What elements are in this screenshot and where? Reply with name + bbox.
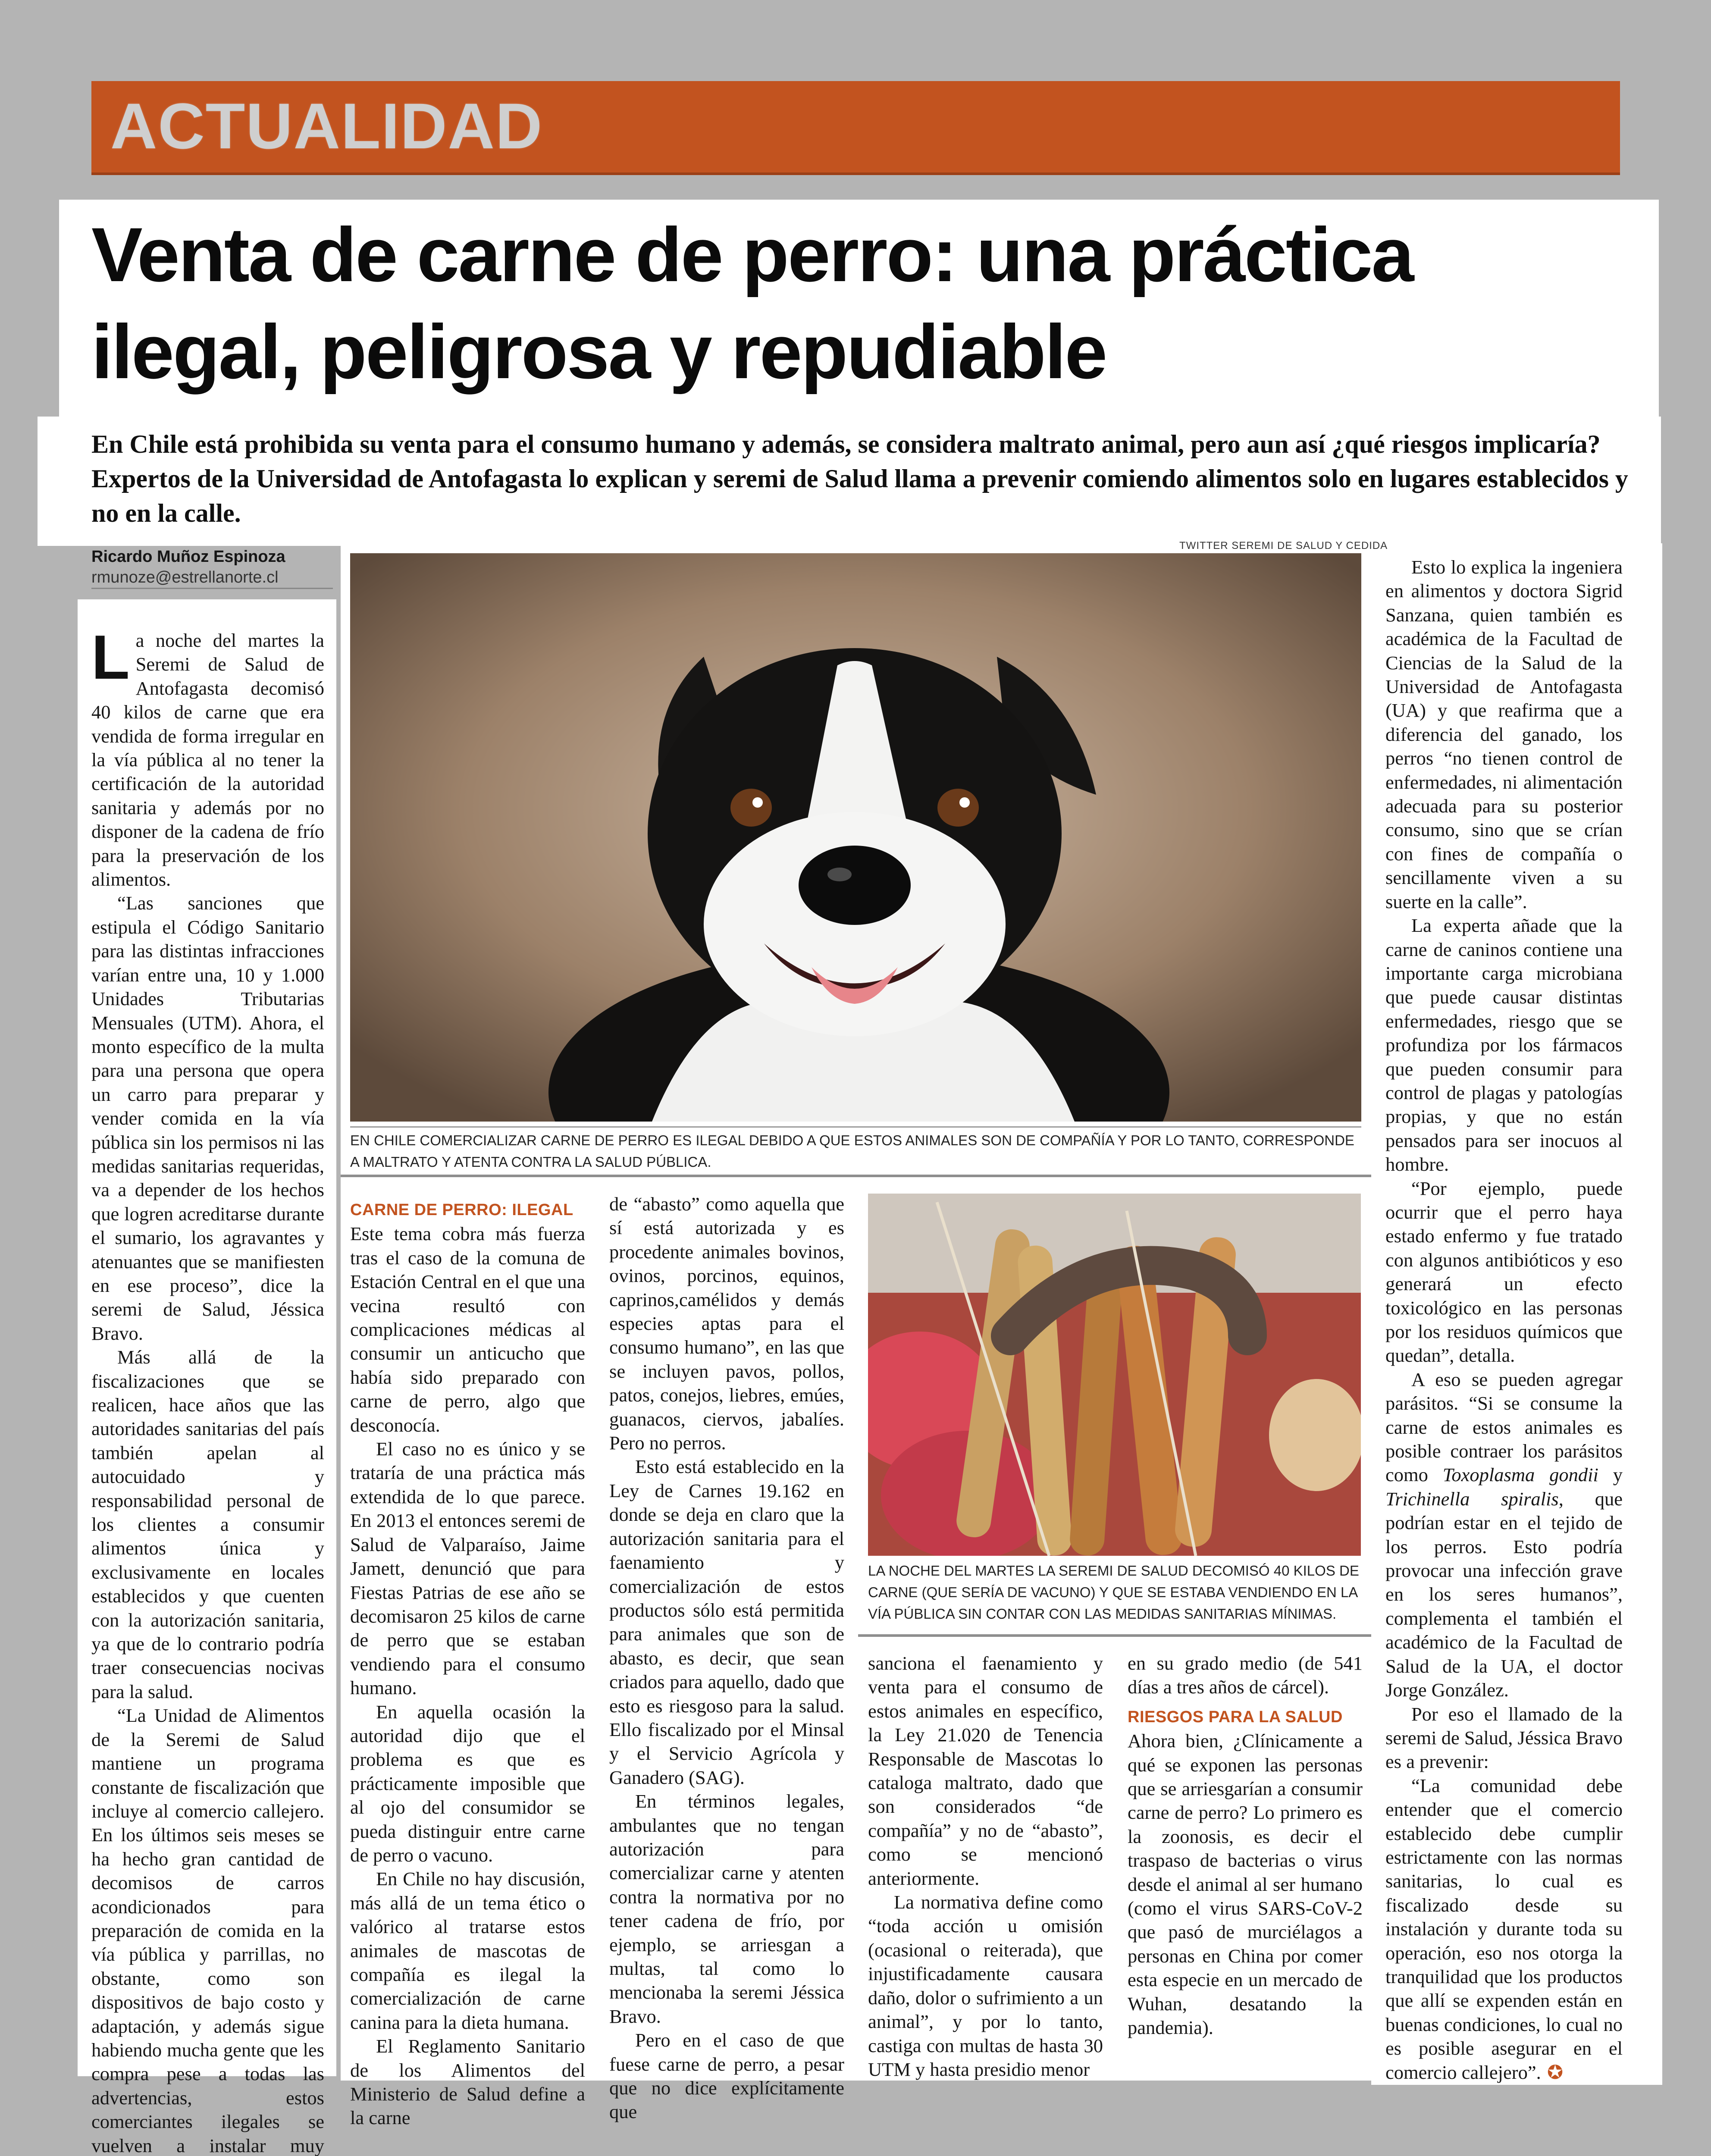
- article-column-3: [609, 1192, 844, 2124]
- paragraph: En términos legales, ambulantes que no tengan autorización para comercializar carne y atenten contra la normativa por no tener cadena de frío, por ejemplo, se arriesgan a multas, tal como lo mencionaba la seremi Jéssica Bravo.: [609, 1790, 844, 2027]
- paragraph: La experta añade que la carne de caninos contiene una importante carga microbiana que puede causar distintas enfermedades, riesgo que se profundiza por los fármacos que pueden consumir para control de plagas y patologías propias, y que no están pensados para ser inocuos al hombre.: [1385, 915, 1623, 1175]
- photo-block-divider: [341, 1175, 1371, 1177]
- section-banner: [91, 81, 1620, 175]
- article-column-1: [91, 622, 324, 2156]
- dog-photo: [350, 553, 1361, 1122]
- paragraph: Ahora bien, ¿Clínicamente a qué se exponen las personas que se arriesgarían a consumir carne de perro? Lo primero es la zoonosis, es decir el traspaso de bacterias o virus desde el animal al ser humano (como el virus SARS-CoV-2 que pasó de murciélagos a personas en China por comer esta especie en un mercado de Wuhan, desatando la pandemia).: [1128, 1730, 1363, 2039]
- article-column-2: [350, 1192, 585, 2130]
- dog-illustration: [350, 553, 1361, 1122]
- paragraph: El Reglamento Sanitario de los Alimentos del Ministerio de Salud define a la carne: [350, 2035, 585, 2129]
- paragraph: Esto lo explica la ingeniera en alimentos y doctora Sigrid Sanzana, quien también es académica de la Facultad de Ciencias de la Salud de la Universidad de Antofagasta (UA) y que reafirma que a diferencia del ganado, los perros “no tienen control de enfermedades, ni alimentación adecuada para su posterior consumo, sino que se crían con fines de compañía o sencillamente viven a su suerte en la calle”.: [1385, 556, 1623, 912]
- paragraph-text: A eso se pueden agregar parásitos. “Si se consume la carne de estos animales es posible contraer los parásitos como: [1385, 1368, 1623, 1486]
- paragraph: sanciona el faenamiento y venta para el consumo de estos animales en específico, la Ley 21.020 de Tenencia Responsable de Mascotas lo cataloga maltrato, dado que son considerados “de compañía” y no de “abasto”, como se mencionó anteriormente.: [868, 1652, 1103, 1889]
- paragraph: Más allá de la fiscalizaciones que se realicen, hace años que las autoridades sanitarias del país también apelan al autocuidado y responsabilidad personal de los clientes a consumir alimentos única y exclusivamente en locales establecidos y que cuenten con la autorización sanitaria, ya que de lo contrario podría traer consecuencias nocivas para la salud.: [91, 1346, 324, 1702]
- photo2-caption: LA NOCHE DEL MARTES LA SEREMI DE SALUD DECOMISÓ 40 KILOS DE CARNE (QUE SERÍA DE VACUNO) Y QUE SE ESTABA VENDIENDO EN LA VÍA PÚBLICA SIN CONTAR CON LAS MEDIDAS SANITARIAS MÍNIMAS.: [868, 1563, 1359, 1622]
- paragraph: [1385, 1368, 1623, 1702]
- article-column-6: [1385, 555, 1623, 2084]
- byline-divider: [91, 588, 333, 589]
- subheading: RIESGOS PARA LA SALUD: [1128, 1708, 1343, 1726]
- photo-credit: TWITTER SEREMI DE SALUD Y CEDIDA: [1179, 540, 1388, 552]
- deck: En Chile está prohibida su venta para el consumo humano y además, se considera maltrato animal, pero aun así ¿qué riesgos implicaría? Expertos de la Universidad de Antofagasta lo explican y seremi de Salud llama a prevenir comiendo alimentos solo en lugares establecidos y no en la calle.: [91, 430, 1628, 527]
- species-name: Trichinella spiralis: [1385, 1488, 1559, 1510]
- byline-email: rmunoze@estrellanorte.cl: [91, 568, 279, 586]
- paragraph-text: , que podrían estar en el tejido de los perros. Esto podría provocar una infección grave en los seres humanos”, complementa el también el académico de la Facultad de Salud de la UA, el doctor Jorge González.: [1385, 1488, 1623, 1701]
- paragraph: Esto está establecido en la Ley de Carnes 19.162 en donde se deja en claro que la autorización sanitaria para el faenamiento y comercialización de estos productos sólo está permitida para animales que son de abasto, es decir, que sean criados para aquello, dado que esto es riesgoso para la salud. Ello fiscalizado por el Minsal y el Servicio Agrícola y Ganadero (SAG).: [609, 1456, 844, 1788]
- photo2-block-divider: [858, 1634, 1371, 1637]
- subheading: CARNE DE PERRO: ILEGAL: [350, 1201, 573, 1219]
- paragraph-text: y: [1598, 1464, 1623, 1486]
- end-mark-icon: ✪: [1541, 2061, 1564, 2084]
- paragraph: En aquella ocasión la autoridad dijo que el problema es que es prácticamente imposible que al ojo del consumidor se pueda distinguir entre carne de perro o vacuno.: [350, 1701, 585, 1866]
- paragraph: El caso no es único y se trataría de una práctica más extendida de lo que parece. En 2013 el entonces seremi de Salud de Valparaíso, Jaime Jamett, denunció que para Fiestas Patrias de ese año se decomisaron 25 kilos de carne de perro que se estaban vendiendo para el consumo humano.: [350, 1438, 585, 1699]
- headline: Venta de carne de perro: una práctica ilegal, peligrosa y repudiable: [91, 212, 1413, 395]
- paragraph: Pero en el caso de que fuese carne de perro, a pesar que no dice explícitamente que: [609, 2029, 844, 2123]
- drop-cap: L: [91, 622, 130, 692]
- paragraph: de “abasto” como aquella que sí está autorizada y es procedente animales bovinos, ovinos, porcinos, equinos, caprinos,camélidos y demás especies aptas para el consumo humano”, en las que se incluyen pavos, pollos, patos, conejos, liebres, emúes, guanacos, ciervos, jabalíes. Pero no perros.: [609, 1193, 844, 1454]
- paragraph: [91, 622, 324, 891]
- paragraph: “La Unidad de Alimentos de la Seremi de Salud mantiene un programa constante de fiscalización que incluye al comercio callejero. En los últimos seis meses se ha hecho gran cantidad de decomisos de carros acondicionados para preparación de comida en la vía pública y parrillas, no obstante, como son dispositivos de bajo costo y adaptación, y además sigue habiendo mucha gente que les compra pese a todas las advertencias, estos comerciantes ilegales se vuelven a instalar muy: [91, 1705, 324, 2156]
- paragraph: “Las sanciones que estipula el Código Sanitario para las distintas infracciones varían entre una, 10 y 1.000 Unidades Tributarias Mensuales (UTM). Ahora, el monto específico de la multa para una persona que opera un carro para preparar y vender comida en la vía pública sin los permisos ni las medidas sanitarias requeridas, va a depender de los hechos que logren acreditarse durante el sumario, los agravantes y atenuantes que se manifiesten en ese proceso”, dice la seremi de Salud, Jéssica Bravo.: [91, 892, 324, 1344]
- paragraph: Por eso el llamado de la seremi de Salud, Jéssica Bravo es a prevenir:: [1385, 1703, 1623, 1773]
- photo-caption: EN CHILE COMERCIALIZAR CARNE DE PERRO ES ILEGAL DEBIDO A QUE ESTOS ANIMALES SON DE COMPAÑÍA Y POR LO TANTO, CORRESPONDE A MALTRATO Y ATENTA CONTRA LA SALUD PÚBLICA.: [350, 1132, 1354, 1170]
- paragraph-text: “La comunidad debe entender que el comercio establecido debe cumplir estrictamente con las normas sanitarias, lo cual es fiscalizado desde su instalación y durante toda su operación, eso nos otorga la tranquilidad que los productos que allí se expenden están en buenas condiciones, lo cual no es posible asegurar en el comercio callejero”.: [1385, 1774, 1623, 2083]
- paragraph: Este tema cobra más fuerza tras el caso de la comuna de Estación Central en el que una vecina resultó con complicaciones médicas al consumir un anticucho que había sido preparado con carne de perro, algo que desconocía.: [350, 1223, 585, 1436]
- paragraph: [1385, 1774, 1623, 2084]
- paragraph: en su grado medio (de 541 días a tres años de cárcel).: [1128, 1652, 1363, 1698]
- species-name: Toxoplasma gondii: [1442, 1464, 1598, 1486]
- paragraph-text: a noche del martes la Seremi de Salud de Antofagasta decomisó 40 kilos de carne que era vendida de forma irregular en la vía pública al no tener la certificación de la autoridad sanitaria y además por no disponer de la cadena de frío para la preservación de los alimentos.: [91, 630, 324, 890]
- paragraph: La normativa define como “toda acción u omisión (ocasional o reiterada), que injustificadamente causara daño, dolor o sufrimiento a un animal”, y por lo tanto, castiga con multas de hasta 30 UTM y hasta presidio menor: [868, 1891, 1103, 2080]
- seized-meat-photo: [868, 1194, 1361, 1556]
- article-column-4: [868, 1651, 1103, 2081]
- paragraph: “Por ejemplo, puede ocurrir que el perro haya estado enfermo y fue tratado con algunos antibióticos y eso generará un efecto toxicológico en las personas por los residuos químicos que quedan”, detalla.: [1385, 1177, 1623, 1366]
- meat-illustration: [868, 1194, 1361, 1556]
- byline-name: Ricardo Muñoz Espinoza: [91, 548, 285, 566]
- section-label: ACTUALIDAD: [110, 90, 543, 162]
- caption-rule-top: [350, 1126, 1361, 1128]
- article-column-5: [1128, 1651, 1363, 2040]
- paragraph: En Chile no hay discusión, más allá de un tema ético o valórico al tratarse estos animales de mascotas de compañía es ilegal la comercialización de carne canina para la dieta humana.: [350, 1868, 585, 2033]
